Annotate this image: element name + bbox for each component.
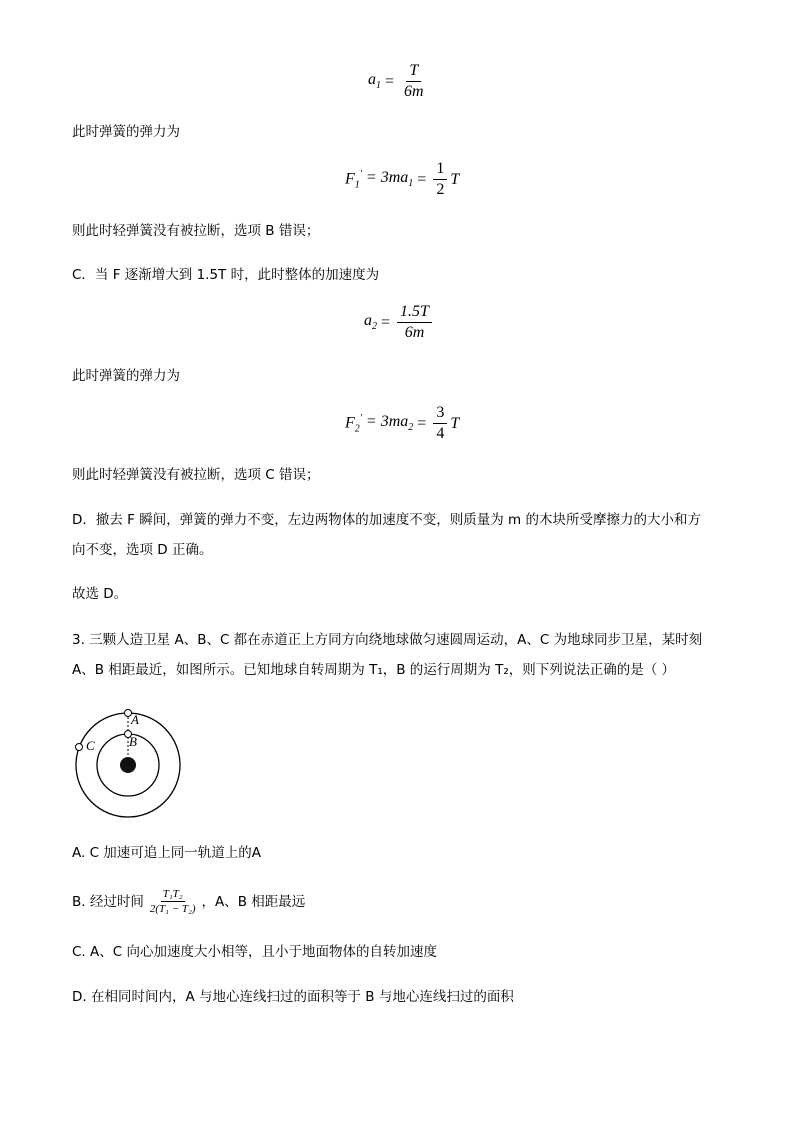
equation-a2: $a_2$ = $\frac{1.5T}{6m}$: [364, 303, 435, 342]
equation-f1: $F_1'$ = $3ma_1$ = $\frac{1}{2}$ T: [345, 160, 460, 198]
text-spring-force-1: 此时弹簧的弹力为: [72, 124, 180, 140]
text-option-d-line2: 向不变，选项 D 正确。: [72, 542, 213, 558]
text-option-c-intro: C．当 F 逐渐增大到 1.5T 时，此时整体的加速度为: [72, 267, 380, 283]
option-b: B. 经过时间 $\frac{\text{T₁T₂}}{\text{2(T₁ − T₂)}}$ ，A、B 相距最远: [72, 888, 306, 915]
label-c: C: [86, 738, 95, 753]
equation-f2: $F_2'$ = $3ma_2$ = $\frac{3}{4}$ T: [345, 404, 460, 442]
text-option-d-line1: D．撤去 F 瞬间，弹簧的弹力不变，左边两物体的加速度不变，则质量为 m 的木块所受摩擦力的大小和方: [72, 512, 701, 528]
text-answer: 故选 D。: [72, 586, 128, 602]
satellite-c: [76, 744, 83, 751]
text-option-b-wrong: 则此时轻弹簧没有被拉断，选项 B 错误；: [72, 223, 320, 239]
text-option-c-wrong: 则此时轻弹簧没有被拉断，选项 C 错误；: [72, 467, 320, 483]
eq-f2-fraction: $\frac{3}{4}$: [433, 404, 447, 443]
label-a: A: [131, 712, 139, 727]
option-a: A. C 加速可追上同一轨道上的A: [72, 845, 262, 861]
option-c: C. A、C 向心加速度大小相等，且小于地面物体的自转加速度: [72, 944, 437, 960]
eq-a2-fraction: $\frac{1.5T}{6m}$: [397, 303, 432, 342]
question-3-line1: 3. 三颗人造卫星 A、B、C 都在赤道正上方同方向绕地球做匀速圆周运动，A、C 为地球同步卫星，某时刻: [72, 632, 703, 648]
eq-f1-fraction: $\frac{1}{2}$: [433, 160, 447, 199]
equation-a1: $a_1$ = $\frac{T}{6m}$: [368, 62, 430, 101]
earth: [120, 757, 136, 773]
eq-a1-fraction: $\frac{T}{6m}$: [404, 62, 424, 100]
label-b: B: [129, 734, 137, 749]
option-b-fraction: $\frac{\text{T₁T₂}}{\text{2(T₁ − T₂)}}$: [149, 888, 196, 915]
question-3-line2: A、B 相距最近，如图所示。已知地球自转周期为 T₁，B 的运行周期为 T₂，则下列说法正确的是（ ）: [72, 662, 676, 678]
orbit-diagram: [68, 706, 198, 826]
eq-a1-lhs: $a_1$: [368, 71, 381, 92]
option-d: D. 在相同时间内，A 与地心连线扫过的面积等于 B 与地心连线扫过的面积: [72, 989, 514, 1005]
text-spring-force-2: 此时弹簧的弹力为: [72, 368, 180, 384]
